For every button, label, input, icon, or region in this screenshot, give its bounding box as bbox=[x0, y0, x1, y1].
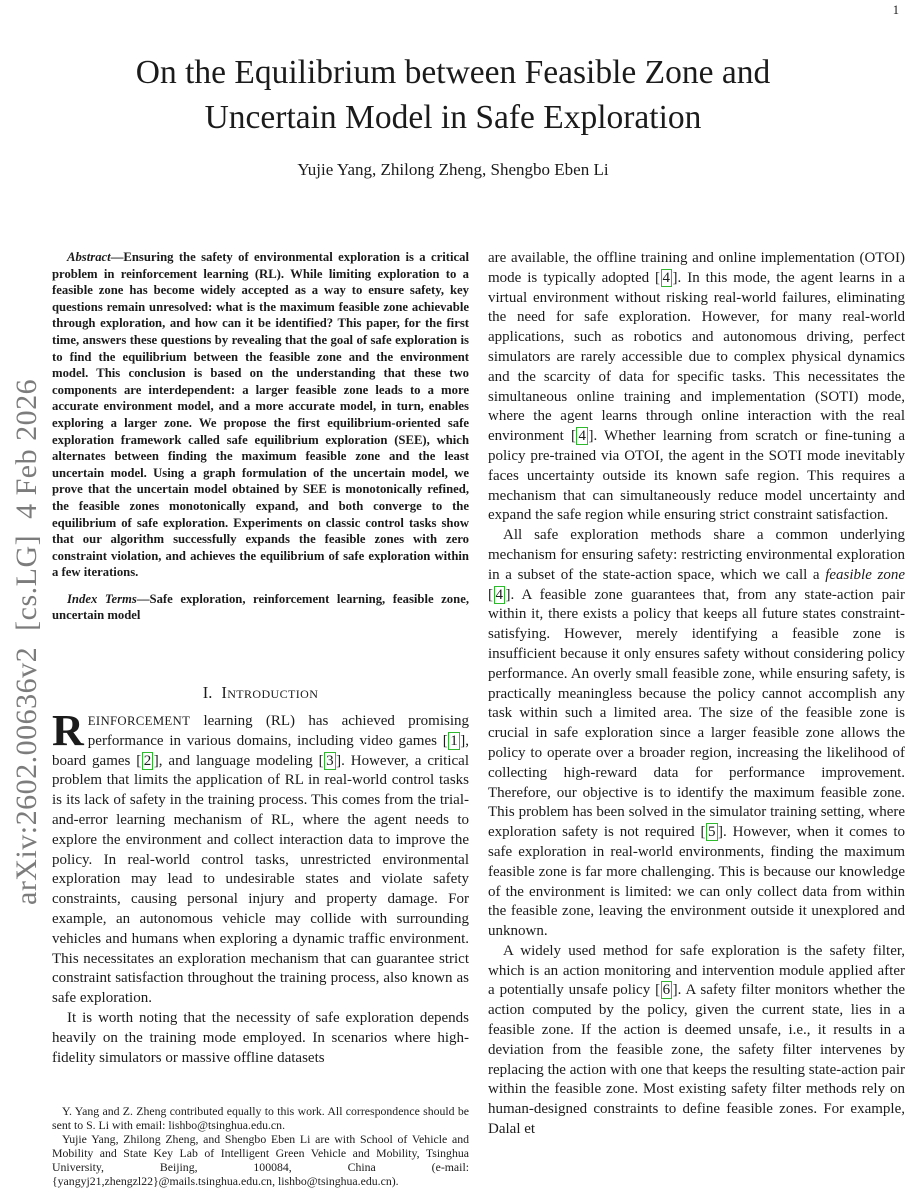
citation-link[interactable]: 3 bbox=[326, 752, 334, 769]
authors: Yujie Yang, Zhilong Zheng, Shengbo Eben Li bbox=[297, 160, 609, 179]
index-terms-lead: Index Terms bbox=[67, 591, 137, 606]
citation-link[interactable]: 1 bbox=[450, 732, 458, 749]
paper-title-line1: On the Equilibrium between Feasible Zone and bbox=[135, 54, 771, 91]
paper-title-line2: Uncertain Model in Safe Exploration bbox=[204, 99, 702, 136]
page-number: 1 bbox=[892, 3, 899, 17]
right-column-text bbox=[488, 249, 905, 1197]
citation-link[interactable]: 4 bbox=[662, 269, 671, 286]
italic-term: feasible zone bbox=[825, 566, 905, 583]
intro-paragraph-1 bbox=[52, 712, 469, 1009]
citation-link[interactable]: 4 bbox=[578, 428, 586, 445]
footnote-correspondence: Y. Yang and Z. Zheng contributed equally to this work. All correspondence should be sent to S. Li with email: lishbo@tsinghua.edu.cn. bbox=[52, 1104, 469, 1133]
abstract bbox=[52, 249, 469, 581]
section-heading-introduction bbox=[52, 683, 469, 703]
intro-text-block bbox=[52, 712, 469, 1104]
author-footnote bbox=[52, 1104, 469, 1200]
footnote-affiliation: Yujie Yang, Zhilong Zheng, and Shengbo Eben Li are with School of Vehicle and Mobility and State Key Lab of Intelligent Green Vehicle and Mobility, Tsinghua University, Beijing, 100084, China (e-mail: {yangyj21,zhengzl22}@mails.tsinghua.edu.cn, lishbo@tsinghua.edu.cn). bbox=[52, 1132, 469, 1189]
citation-link[interactable]: 2 bbox=[143, 752, 152, 769]
intro-paragraph-2: It is worth noting that the necessity of safe exploration depends heavily on the training mode employed. In scenarios where high-fidelity simulators or massive offline datasets bbox=[52, 1009, 469, 1066]
index-terms bbox=[52, 591, 469, 624]
title-block bbox=[40, 50, 866, 180]
intro-paragraph-1-text: learning (RL) has achieved promising performance in various domains, including video games [ 1 ], board games [ 2 ], and language modeling [ 3 ]. However, a critical problem that limits the application of RL in real-world control tasks is its lack of safety in the training process. This comes from the trial-and-error learning mechanism of RL, where the agent needs to explore the environment and collect interaction data to improve the policy. In real-world control tasks, unrestricted environmental exploration may lead to undesirable states and violate safety constraints, causing personal injury and property damage. For example, an autonomous vehicle may collide with surrounding vehicles and humans when exploring a dynamic traffic environment. This necessitates an exploration mechanism that can guarantee strict constraint satisfaction throughout the training process, also known as safe exploration. bbox=[52, 713, 469, 1007]
citation-link[interactable]: 6 bbox=[662, 982, 671, 999]
lead-word-caps: EINFORCEMENT bbox=[87, 714, 191, 728]
abstract-block bbox=[52, 249, 469, 682]
citation-link[interactable]: 4 bbox=[495, 586, 503, 603]
right-paragraph-3: A widely used method for safe exploration is the safety filter, which is an action monitoring and intervention module applied after a potentially unsafe policy [ 6 ]. A safety filter monitors whether the action computed by the policy, given the current state, lies in a feasible zone. If the action is deemed unsafe, i.e., it results in a deviation from the feasible zone, the safety filter intervenes by replacing the action with one that keeps the resulting state-action pair within the feasible zone. Most existing safety filter methods rely on human-designed constraints to define feasible zones. For example, Dalal et bbox=[488, 942, 905, 1138]
right-paragraph-2: All safe exploration methods share a common underlying mechanism for ensuring safety: restricting environmental exploration in a subset of the state-action space, which we call a feasible zone [ 4 ]. A feasible zone guarantees that, from any state-action pair within it, there exists a policy that keeps all future states constraint-satisfying. However, merely identifying a feasible zone is insufficient because it only ensures safety without considering policy performance. An overly small feasible zone, while ensuring safety, is practically meaningless because the policy cannot accomplish any task within such a limited area. The size of the feasible zone is crucial in safe exploration since a larger feasible zone allows the policy to operate over a broader region, increasing the likelihood of collecting high-reward data for performance improvement. Therefore, our objective is to identify the maximum feasible zone. This problem has been solved in the simulator training setting, where exploration safety is not required [ 5 ]. However, when it comes to safe exploration in real-world environments, finding the maximum feasible zone is far more challenging. This is because our knowledge of the environment is limited: we can only collect data from within the feasible zone, leaving the environment outside it unexplored and unknown. bbox=[488, 527, 905, 940]
abstract-text: —Ensuring the safety of environmental exploration is a critical problem in reinforcement learning (RL). While limiting exploration to a feasible zone has become widely accepted as a way to ensure safety, key questions remain unresolved: what is the maximum feasible zone achievable through exploration, and how can it be identified? This paper, for the first time, answers these questions by revealing that the goal of safe exploration is to find the equilibrium between the feasible zone and the environment model. This conclusion is based on the understanding that these two components are interdependent: a larger feasible zone leads to a more accurate environment model, and a more accurate model, in turn, enables exploring a larger zone. We propose the first equilibrium-oriented safe exploration framework called safe equilibrium exploration (SEE), which alternates between finding the maximum feasible zone and the least uncertain model. Using a graph formulation of the uncertain model, we prove that the uncertain model obtained by SEE is monotonically refined, the feasible zones monotonically expand, and both converge to the equilibrium of safe exploration. Experiments on classic control tasks show that our algorithm successfully expands the feasible zones with zero constraint violation, and achieves the equilibrium of safe exploration within a few iterations. bbox=[52, 250, 469, 580]
section-number: I. bbox=[202, 683, 213, 702]
index-terms-text: —Safe exploration, reinforcement learning, feasible zone, uncertain model bbox=[52, 591, 469, 623]
drop-cap: R bbox=[52, 712, 84, 755]
arxiv-watermark: arXiv:2602.00636v2 [cs.LG] 4 Feb 2026 bbox=[10, 378, 43, 905]
abstract-lead: Abstract bbox=[67, 250, 111, 264]
citation-link[interactable]: 5 bbox=[708, 824, 716, 841]
right-paragraph-1: are available, the offline training and online implementation (OTOI) mode is typically adopted [ 4 ]. In this mode, the agent learns in a virtual environment without risking real-world failures, eliminating the need for safe exploration. However, for many real-world applications, such as robotics and autonomous driving, perfect simulators are rarely accessible due to complex physical dynamics and the scarcity of data for specific tasks. This necessitates the simultaneous online training and implementation (SOTI) mode, where the agent learns through online interaction with the real environment [ 4 ]. Whether learning from scratch or fine-tuning a policy pre-trained via OTOI, the agent in the SOTI mode inevitably faces uncertainty outside its known safe region. This requires a mechanism that can simultaneously reduce model uncertainty and expand the safe region while ensuring strict constraint satisfaction. bbox=[488, 250, 905, 524]
section-title: Introduction bbox=[221, 683, 319, 702]
